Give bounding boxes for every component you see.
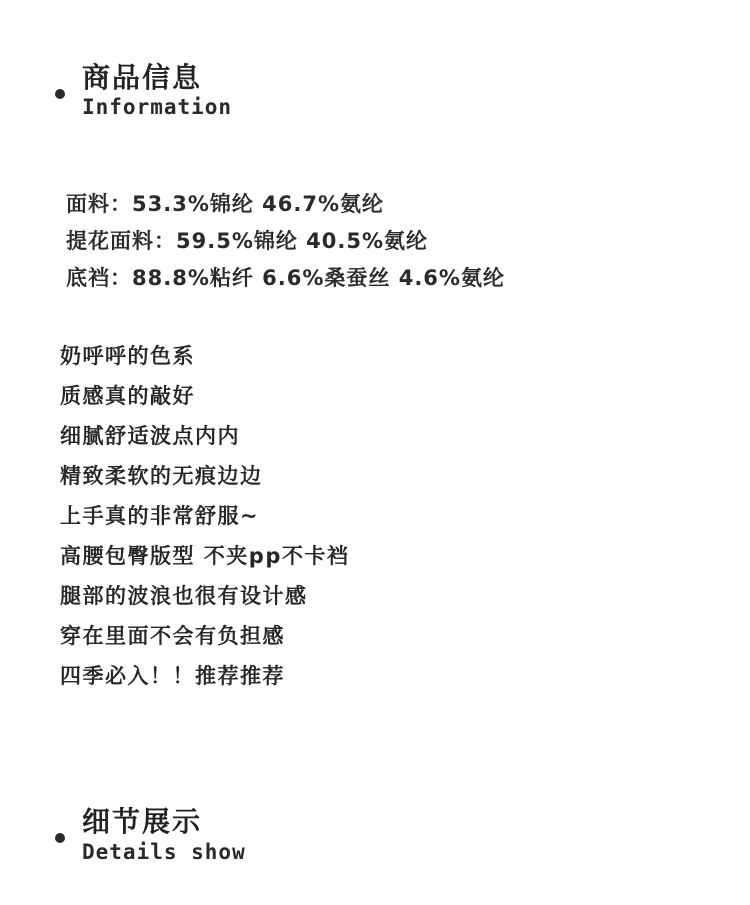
info-section-title: 商品信息 [82,61,203,94]
composition-jacquard: 提花面料：59.5%锦纶 40.5%氨纶 [66,229,429,253]
description-line: 奶呼呼的色系 [60,344,195,368]
composition-crotch: 底裆：88.8%粘纤 6.6%桑蚕丝 4.6%氨纶 [66,266,505,290]
description-line: 精致柔软的无痕边边 [60,464,263,488]
description-line: 高腰包臀版型 不夹pp不卡裆 [60,544,350,568]
description-line: 细腻舒适波点内内 [60,424,240,448]
dot-bullet-icon [55,833,65,843]
composition-fabric: 面料：53.3%锦纶 46.7%氨纶 [66,192,385,216]
detail-section-subtitle: Details show [82,840,246,864]
description-line: 质感真的敲好 [60,384,195,408]
description-line: 四季必入！！推荐推荐 [60,664,285,688]
info-section-subtitle: Information [82,95,233,119]
description-line: 腿部的波浪也很有设计感 [60,584,308,608]
composition-list [66,186,505,297]
description-line: 上手真的非常舒服~ [60,504,260,528]
description-list [60,336,349,696]
dot-bullet-icon [55,89,65,99]
detail-section-title: 细节展示 [82,805,203,838]
description-line: 穿在里面不会有负担感 [60,624,285,648]
